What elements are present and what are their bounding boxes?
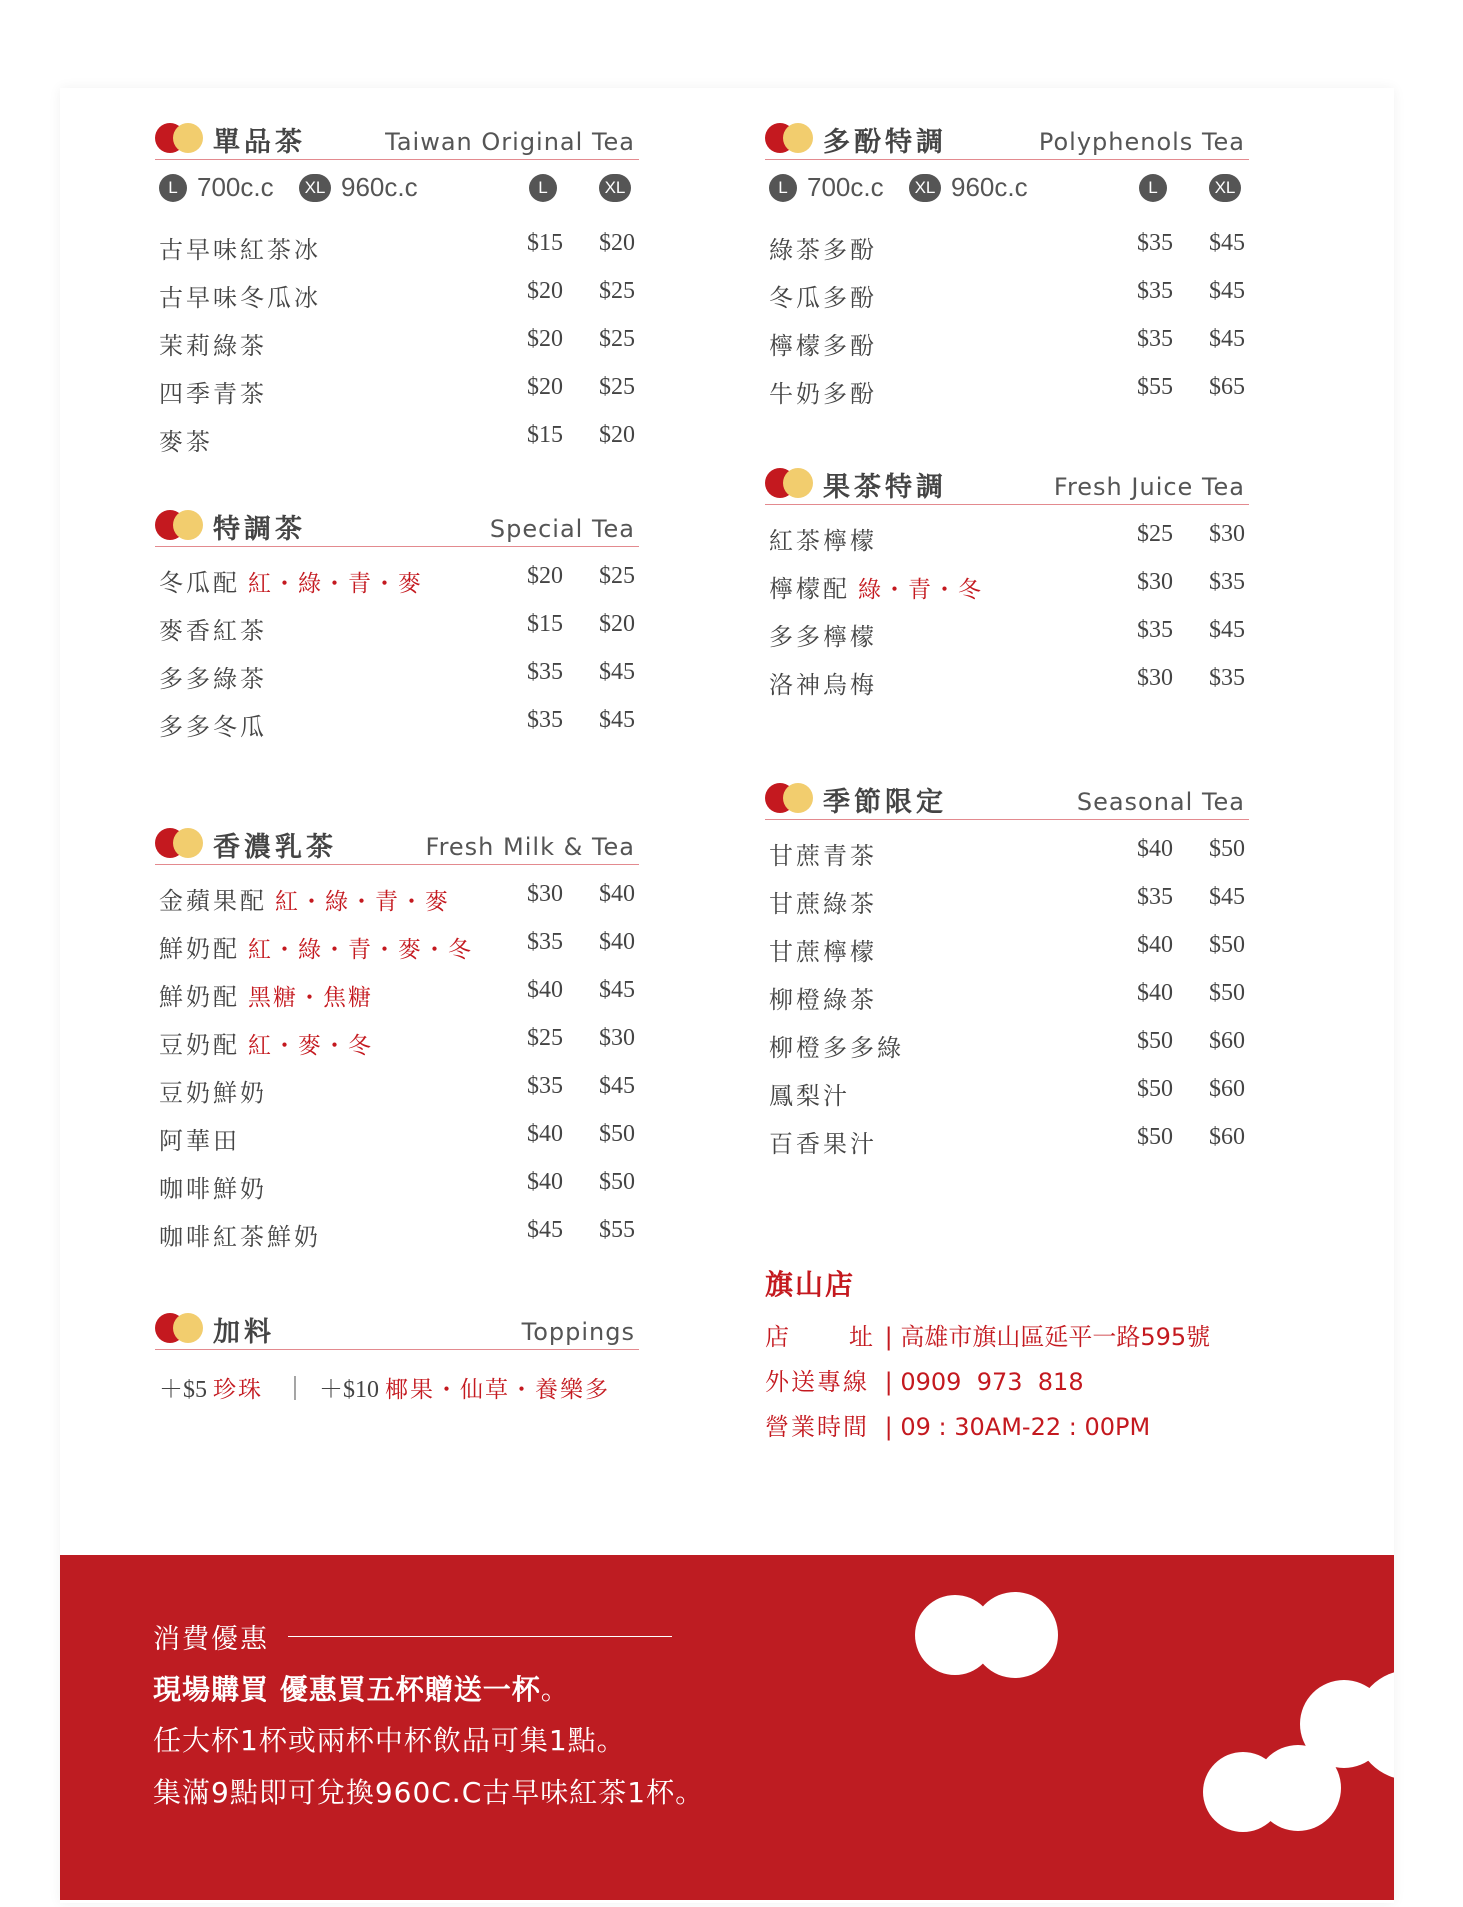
menu-item: 多多冬瓜 $35 $45 — [159, 707, 635, 741]
section-header — [155, 820, 639, 865]
menu-item: 冬瓜配 紅・綠・青・麥 $20 $25 — [159, 563, 635, 597]
section-title-zh: 單品茶 — [213, 127, 306, 158]
menu-item: 百香果汁 $50 $60 — [769, 1124, 1245, 1158]
menu-item: 鮮奶配 黑糖・焦糖 $40 $45 — [159, 977, 635, 1011]
store-delivery: 外送專線 | 0909 973 818 — [765, 1368, 1084, 1396]
promo-line-2: 任大杯1杯或兩杯中杯飲品可集1點。 — [153, 1724, 626, 1757]
menu-item: 鮮奶配 紅・綠・青・麥・冬 $35 $40 — [159, 929, 635, 963]
menu-item: 鳳梨汁 $50 $60 — [769, 1076, 1245, 1110]
dots-icon — [765, 783, 815, 813]
section-header — [155, 115, 639, 160]
menu-item: 綠茶多酚 $35 $45 — [769, 230, 1245, 264]
menu-item: 古早味紅茶冰 $15 $20 — [159, 230, 635, 264]
dots-icon — [155, 828, 205, 858]
dots-icon — [765, 468, 815, 498]
item-list — [155, 873, 639, 1257]
section-title-en: Toppings — [521, 1318, 635, 1346]
size-l-badge: L — [159, 174, 187, 202]
section-header — [765, 460, 1249, 505]
dots-icon — [765, 123, 815, 153]
col-l-badge: L — [529, 174, 557, 202]
section-title-en: Taiwan Original Tea — [385, 128, 635, 156]
size-legend — [155, 160, 639, 214]
menu-item: 甘蔗檸檬 $40 $50 — [769, 932, 1245, 966]
menu-item: 檸檬配 綠・青・冬 $30 $35 — [769, 569, 1245, 603]
menu-item: 多多檸檬 $35 $45 — [769, 617, 1245, 651]
section-special-tea — [155, 502, 639, 747]
section-title-zh: 加料 — [213, 1317, 275, 1348]
dots-icon — [155, 510, 205, 540]
store-address: 店 址 | 高雄市旗山區延平一路595號 — [765, 1323, 1211, 1351]
menu-item: 阿華田 $40 $50 — [159, 1121, 635, 1155]
item-list — [765, 828, 1249, 1164]
section-seasonal-tea — [765, 775, 1249, 1164]
menu-item: 柳橙綠茶 $40 $50 — [769, 980, 1245, 1014]
store-name: 旗山店 — [765, 1268, 856, 1301]
section-single-tea — [155, 115, 639, 462]
section-title-zh: 香濃乳茶 — [213, 832, 337, 863]
menu-item: 咖啡紅茶鮮奶 $45 $55 — [159, 1217, 635, 1251]
store-info — [765, 1263, 1265, 1442]
section-title-en: Seasonal Tea — [1076, 788, 1245, 816]
size-xl-badge: XL — [909, 174, 941, 202]
section-title-zh: 多酚特調 — [823, 127, 947, 158]
section-header — [765, 115, 1249, 160]
col-l-badge: L — [1139, 174, 1167, 202]
section-juice-tea — [765, 460, 1249, 705]
promo-banner — [60, 1555, 1394, 1900]
menu-item: 牛奶多酚 $55 $65 — [769, 374, 1245, 408]
section-title-en: Fresh Juice Tea — [1053, 473, 1245, 501]
section-header — [155, 502, 639, 547]
section-title-en: Polyphenols Tea — [1038, 128, 1245, 156]
menu-item: 檸檬多酚 $35 $45 — [769, 326, 1245, 360]
size-l-badge: L — [769, 174, 797, 202]
promo-line-3: 集滿9點即可兌換960C.C古早味紅茶1杯。 — [153, 1776, 705, 1809]
section-polyphenols-tea — [765, 115, 1249, 414]
menu-item: 甘蔗青茶 $40 $50 — [769, 836, 1245, 870]
menu-item: 甘蔗綠茶 $35 $45 — [769, 884, 1245, 918]
promo-line-1: 現場購買 優惠買五杯贈送一杯。 — [153, 1673, 570, 1706]
size-l-text: 700c.c — [197, 172, 274, 202]
section-header — [765, 775, 1249, 820]
store-hours: 營業時間 | 09 : 30AM-22 : 00PM — [765, 1413, 1151, 1441]
dots-icon — [155, 1313, 205, 1343]
section-title-zh: 特調茶 — [213, 514, 306, 545]
col-xl-badge: XL — [1209, 174, 1241, 202]
item-list — [155, 222, 639, 462]
menu-item: 麥香紅茶 $15 $20 — [159, 611, 635, 645]
toppings-line: ＋$5 珍珠 ｜ ＋$10 椰果・仙草・養樂多 — [159, 1377, 610, 1403]
promo-title: 消費優惠 — [153, 1624, 269, 1655]
menu-item: 冬瓜多酚 $35 $45 — [769, 278, 1245, 312]
menu-item: 茉莉綠茶 $20 $25 — [159, 326, 635, 360]
menu-item: 金蘋果配 紅・綠・青・麥 $30 $40 — [159, 881, 635, 915]
section-title-zh: 季節限定 — [823, 787, 947, 818]
size-xl-text: 960c.c — [951, 172, 1028, 202]
promo-divider — [288, 1636, 672, 1637]
section-header — [155, 1305, 639, 1350]
size-xl-badge: XL — [299, 174, 331, 202]
size-legend — [765, 160, 1249, 214]
section-title-en: Fresh Milk & Tea — [425, 833, 635, 861]
section-title-zh: 果茶特調 — [823, 472, 947, 503]
menu-item: 柳橙多多綠 $50 $60 — [769, 1028, 1245, 1062]
dots-icon — [155, 123, 205, 153]
item-list — [155, 555, 639, 747]
section-title-en: Special Tea — [489, 515, 635, 543]
menu-item: 四季青茶 $20 $25 — [159, 374, 635, 408]
menu-item: 紅茶檸檬 $25 $30 — [769, 521, 1245, 555]
size-xl-text: 960c.c — [341, 172, 418, 202]
size-l-text: 700c.c — [807, 172, 884, 202]
menu-item: 洛神烏梅 $30 $35 — [769, 665, 1245, 699]
menu-item: 豆奶鮮奶 $35 $45 — [159, 1073, 635, 1107]
menu-item: 古早味冬瓜冰 $20 $25 — [159, 278, 635, 312]
menu-item: 多多綠茶 $35 $45 — [159, 659, 635, 693]
menu-item: 麥茶 $15 $20 — [159, 422, 635, 456]
col-xl-badge: XL — [599, 174, 631, 202]
item-list — [765, 513, 1249, 705]
section-toppings — [155, 1305, 639, 1403]
menu-item: 豆奶配 紅・麥・冬 $25 $30 — [159, 1025, 635, 1059]
menu-item: 咖啡鮮奶 $40 $50 — [159, 1169, 635, 1203]
section-milk-tea — [155, 820, 639, 1257]
item-list — [765, 222, 1249, 414]
